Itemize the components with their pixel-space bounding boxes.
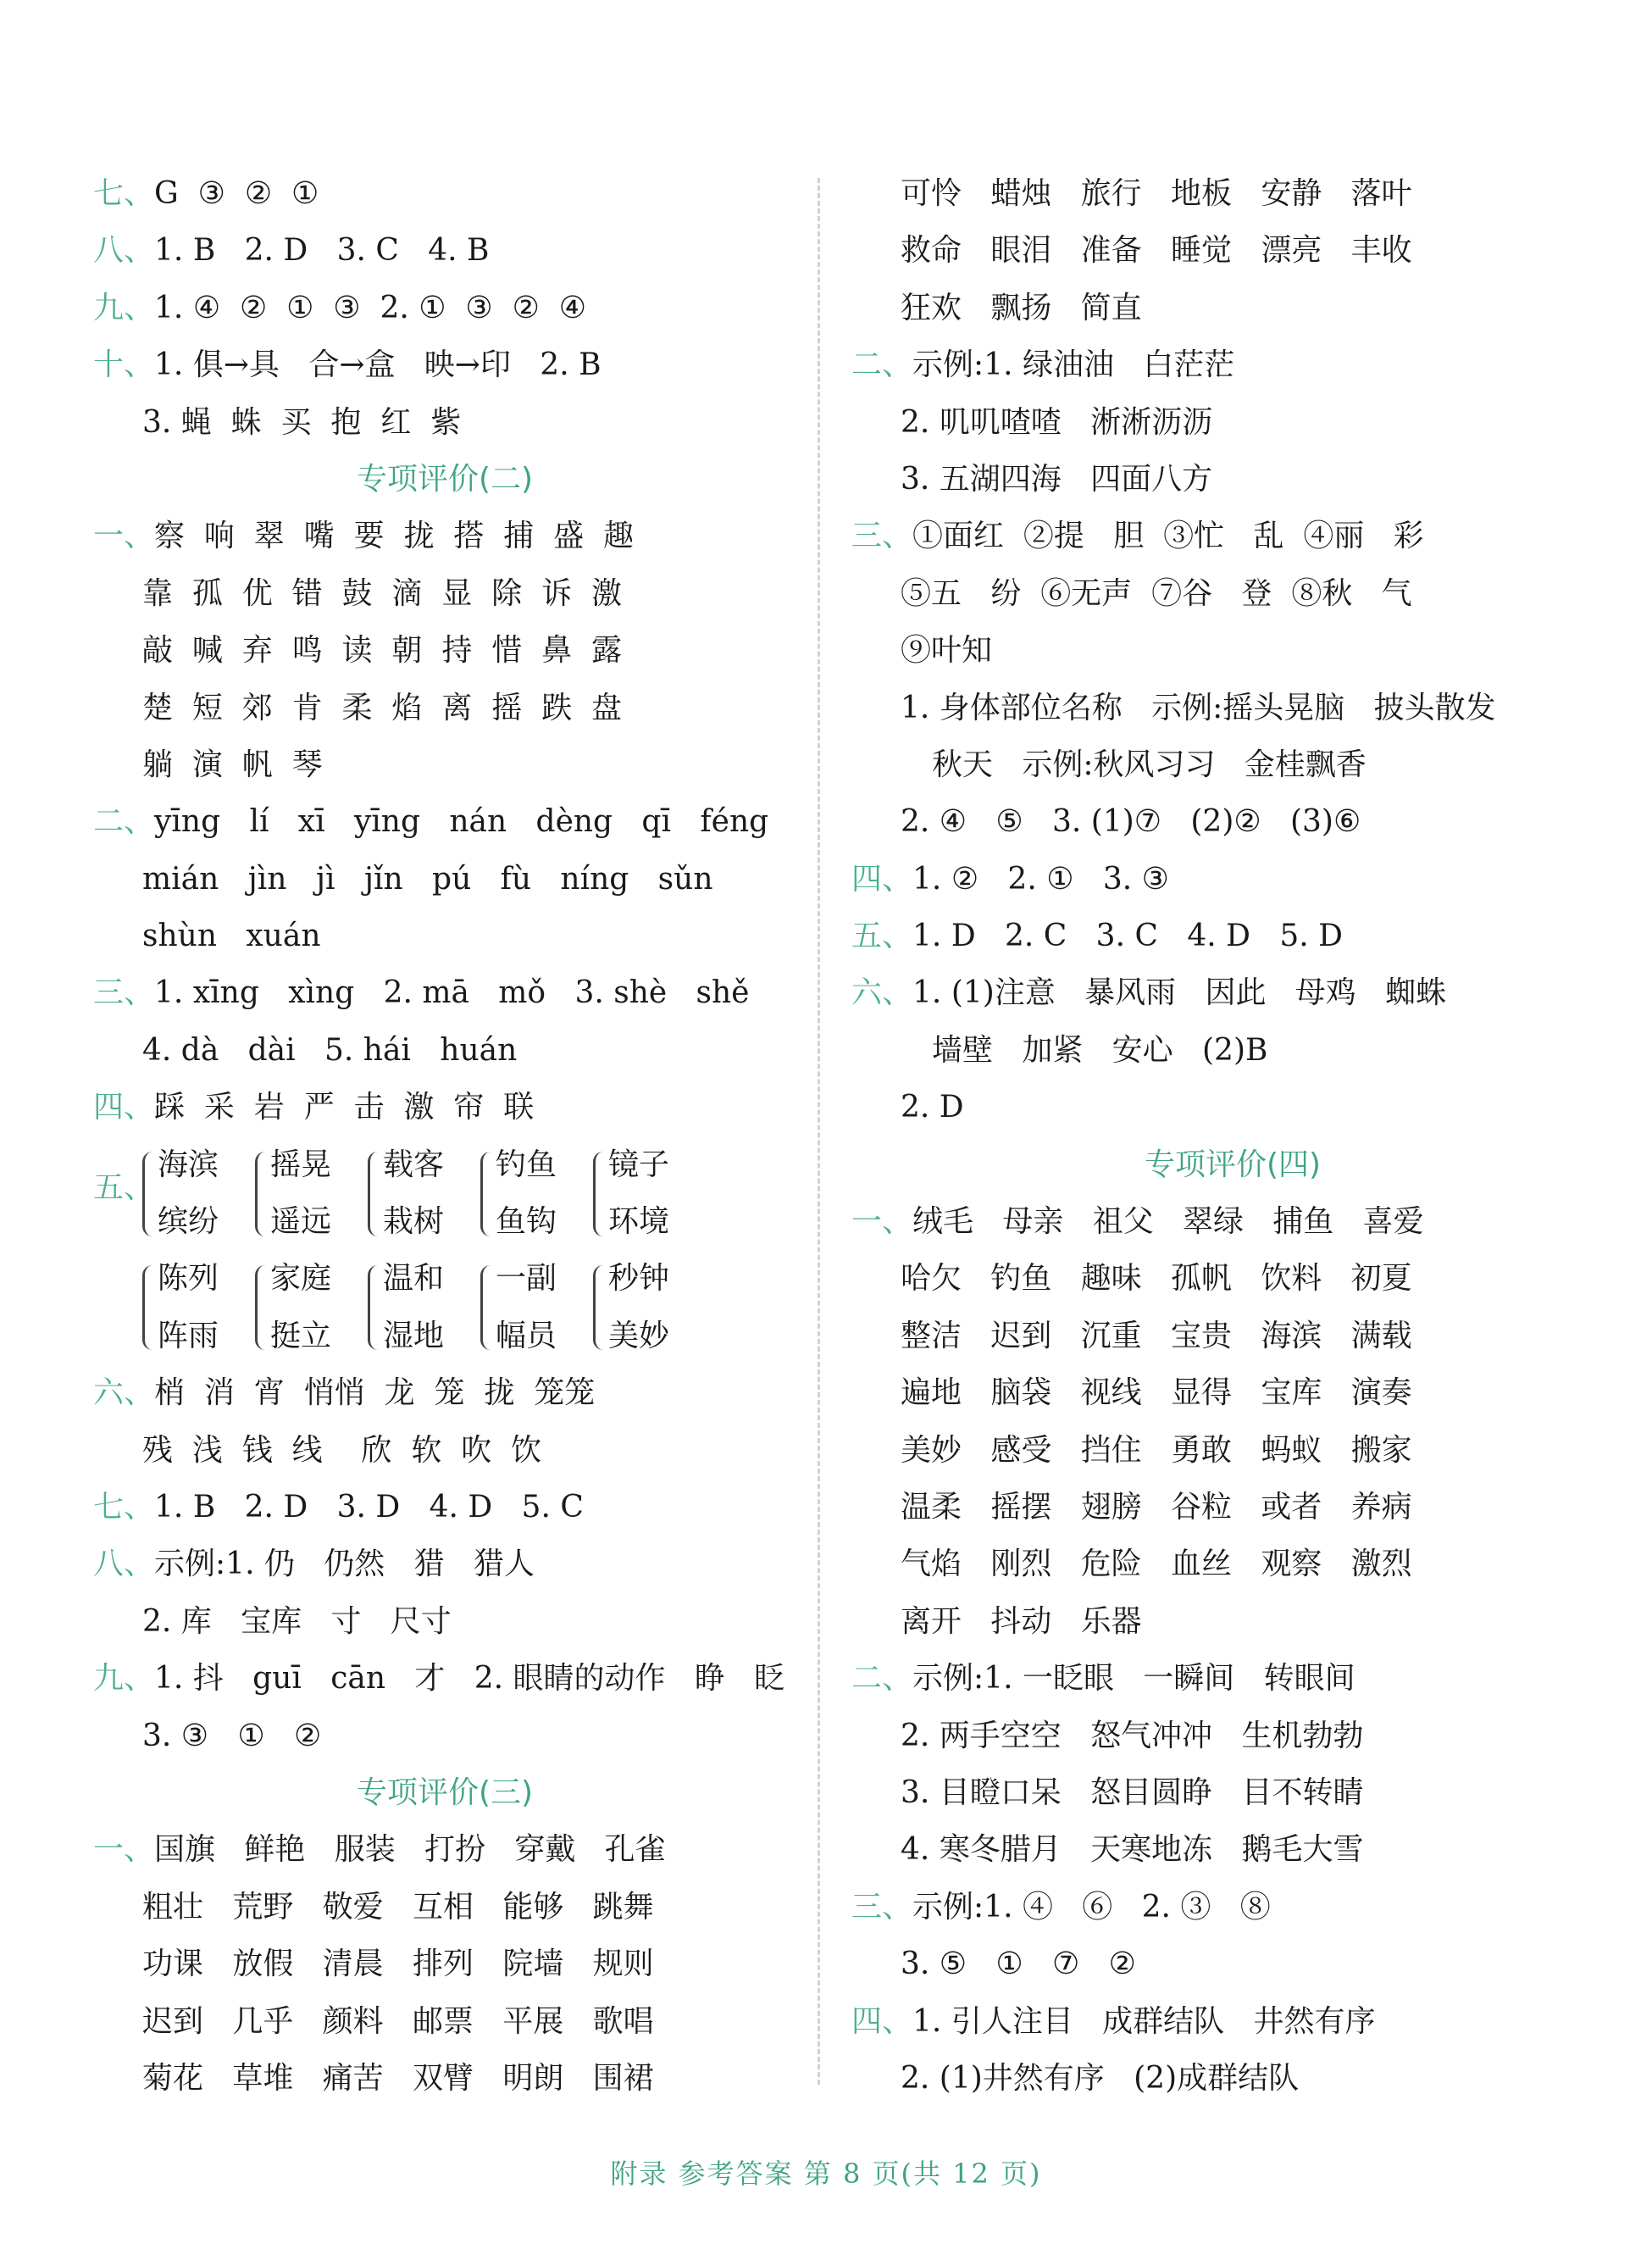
answer-text: 国旗 鲜艳 服装 打扮 穿戴 孔雀 xyxy=(154,1832,666,1868)
number-separator: 、 xyxy=(882,919,913,954)
pair-word: 挺立 xyxy=(270,1318,332,1353)
answer-line xyxy=(851,1364,1614,1421)
answer-text: 2. ④ ⑤ 3. (1)⑦ (2)② (3)⑥ xyxy=(901,804,1361,840)
pair-word: 摇晃 xyxy=(270,1147,332,1182)
answer-line xyxy=(851,1422,1614,1479)
answer-line xyxy=(93,1479,796,1536)
answer-line xyxy=(851,1879,1614,1936)
question-number: 八 xyxy=(93,1547,125,1582)
answer-line xyxy=(93,280,796,336)
brace xyxy=(368,1265,382,1350)
answer-line xyxy=(93,1536,796,1592)
pair-word: 幅员 xyxy=(496,1318,557,1353)
number-separator: 、 xyxy=(124,176,155,211)
brace xyxy=(142,1152,157,1236)
answer-line xyxy=(93,165,796,222)
question-number: 三 xyxy=(851,1889,883,1925)
answer-line xyxy=(851,793,1614,850)
number-separator: 、 xyxy=(124,804,155,840)
question-number: 七 xyxy=(93,1490,125,1525)
answer-text: 1. B 2. D 3. D 4. D 5. C xyxy=(154,1490,584,1525)
pair-word: 阵雨 xyxy=(158,1318,219,1353)
section-heading-3: 专项评价(三) xyxy=(356,1775,534,1810)
answer-line xyxy=(851,851,1614,908)
answer-text: 2. D xyxy=(901,1090,964,1125)
answer-text: 1. 俱→具 合→盒 映→印 2. B xyxy=(154,347,601,383)
brace xyxy=(480,1152,495,1236)
question-number: 一 xyxy=(851,1204,883,1240)
answer-line xyxy=(851,1936,1614,1992)
answer-text: 温柔 摇摆 翅膀 谷粒 或者 养病 xyxy=(901,1489,1412,1525)
answer-text: yīng lí xī yīng nán dèng qī féng xyxy=(154,804,769,840)
answer-line xyxy=(93,680,796,736)
answer-line xyxy=(93,1593,796,1650)
answer-text: shùn xuán xyxy=(142,919,321,954)
answer-text: 1. 身体部位名称 示例:摇头晃脑 披头散发 xyxy=(901,690,1496,725)
answer-text: 秋天 示例:秋风习习 金桂飘香 xyxy=(932,747,1367,782)
section-heading-4: 专项评价(四) xyxy=(1144,1147,1322,1182)
pair-word: 家庭 xyxy=(270,1261,332,1297)
answer-text: 靠 孤 优 错 鼓 滴 显 除 诉 激 xyxy=(142,575,622,611)
question-number: 四 xyxy=(851,861,883,897)
answer-line xyxy=(93,736,796,793)
answer-line xyxy=(93,508,796,564)
page-footer: 附录 参考答案 第 8 页(共 12 页) xyxy=(610,2158,1042,2190)
answer-line xyxy=(93,1364,796,1421)
pair-word: 秒钟 xyxy=(608,1261,670,1297)
number-separator: 、 xyxy=(124,290,155,325)
answer-line xyxy=(851,1250,1614,1307)
pair-word: 一副 xyxy=(496,1261,557,1297)
pair-word: 载客 xyxy=(383,1147,445,1182)
answer-text: 躺 演 帆 琴 xyxy=(142,747,323,782)
answer-line xyxy=(93,1879,796,1936)
answer-line xyxy=(93,1708,796,1764)
answer-line xyxy=(93,1650,796,1707)
answer-text: 粗壮 荒野 敬爱 互相 能够 跳舞 xyxy=(142,1889,654,1925)
answer-line xyxy=(93,1422,796,1479)
answer-text: 3. 五湖四海 四面八方 xyxy=(901,461,1213,497)
question-number: 六 xyxy=(93,1375,125,1411)
answer-line xyxy=(851,1308,1614,1364)
answer-text: 3. ③ ① ② xyxy=(142,1718,322,1753)
question-number: 五 xyxy=(851,919,883,954)
pair-word: 栽树 xyxy=(383,1204,445,1240)
answer-line xyxy=(851,1650,1614,1707)
pair-word: 陈列 xyxy=(158,1261,219,1297)
brace xyxy=(255,1152,269,1236)
answer-text: 1. 引人注目 成群结队 井然有序 xyxy=(912,2003,1376,2039)
answer-line xyxy=(851,1193,1614,1250)
answer-line xyxy=(93,394,796,451)
number-separator: 、 xyxy=(882,975,913,1011)
pair-word: 鱼钩 xyxy=(496,1204,557,1240)
question-number: 一 xyxy=(93,519,125,554)
number-separator: 、 xyxy=(882,1204,913,1240)
answer-text: 整洁 迟到 沉重 宝贵 海滨 满载 xyxy=(901,1318,1412,1353)
answer-line xyxy=(851,1536,1614,1592)
number-separator: 、 xyxy=(882,2003,913,2039)
answer-line xyxy=(851,1764,1614,1821)
answer-line xyxy=(93,1079,796,1136)
answer-text: 1. ② 2. ① 3. ③ xyxy=(912,861,1169,897)
brace xyxy=(142,1265,157,1350)
question-number: 二 xyxy=(93,804,125,840)
answer-line xyxy=(851,394,1614,451)
answer-line xyxy=(93,622,796,679)
section-heading-2: 专项评价(二) xyxy=(356,461,534,497)
number-separator: 、 xyxy=(882,861,913,897)
question-number: 十 xyxy=(93,347,125,383)
question-number: 四 xyxy=(93,1090,125,1125)
answer-line xyxy=(851,680,1614,736)
brace xyxy=(368,1152,382,1236)
number-separator: 、 xyxy=(124,347,155,383)
answer-line xyxy=(851,508,1614,564)
number-separator: 、 xyxy=(882,1889,913,1925)
question-number: 七 xyxy=(93,176,125,211)
answer-text: 敲 喊 弃 鸣 读 朝 持 惜 鼻 露 xyxy=(142,633,622,669)
answer-text: 2. 叽叽喳喳 淅淅沥沥 xyxy=(901,404,1213,440)
question-number: 九 xyxy=(93,290,125,325)
answer-text: 1. 抖 guī cān 才 2. 眼睛的动作 睁 眨 xyxy=(154,1661,785,1697)
answer-line xyxy=(851,1022,1614,1079)
left-column xyxy=(93,165,796,2107)
answer-text: 3. ⑤ ① ⑦ ② xyxy=(901,1947,1136,1982)
answer-line xyxy=(93,336,796,393)
answer-text: 示例:1. 绿油油 白茫茫 xyxy=(912,347,1235,383)
right-column xyxy=(851,165,1614,2107)
answer-line xyxy=(851,1821,1614,1878)
answer-line xyxy=(93,1821,796,1878)
answer-line xyxy=(851,451,1614,508)
number-separator: 、 xyxy=(124,1661,155,1697)
question-number: 九 xyxy=(93,1661,125,1697)
answer-line xyxy=(851,1708,1614,1764)
number-separator: 、 xyxy=(124,1547,155,1582)
answer-text: 离开 抖动 乐器 xyxy=(901,1603,1142,1639)
answer-line xyxy=(93,565,796,622)
answer-line xyxy=(93,2050,796,2107)
answer-text: 3. 目瞪口呆 怒目圆睁 目不转睛 xyxy=(901,1775,1364,1810)
answer-text: 楚 短 郊 肯 柔 焰 离 摇 跌 盘 xyxy=(142,690,622,725)
number-separator: 、 xyxy=(124,975,155,1011)
answer-text: 可怜 蜡烛 旅行 地板 安静 落叶 xyxy=(901,176,1412,211)
answer-text: 4. dà dài 5. hái huán xyxy=(142,1032,518,1068)
number-separator: 、 xyxy=(124,1375,155,1411)
question-number: 五、 xyxy=(93,1169,155,1205)
question-number: 三 xyxy=(93,975,125,1011)
answer-text: 残 浅 钱 线 欣 软 吹 饮 xyxy=(142,1432,542,1468)
answer-line xyxy=(851,964,1614,1021)
column-divider xyxy=(818,178,820,2085)
answer-line xyxy=(851,1593,1614,1650)
answer-line xyxy=(851,1079,1614,1136)
number-separator: 、 xyxy=(882,519,913,554)
answer-text: 墙壁 加紧 安心 (2)B xyxy=(932,1032,1268,1068)
answer-text: 1. ④ ② ① ③ 2. ① ③ ② ④ xyxy=(154,290,587,325)
answer-text: 3. 蝇 蛛 买 抱 红 紫 xyxy=(142,404,462,440)
answer-line xyxy=(851,336,1614,393)
pair-word: 遥远 xyxy=(270,1204,332,1240)
answer-line xyxy=(851,565,1614,622)
answer-text: 救命 眼泪 准备 睡觉 漂亮 丰收 xyxy=(901,233,1412,269)
number-separator: 、 xyxy=(124,1090,155,1125)
answer-text: 4. 寒冬腊月 天寒地冻 鹅毛大雪 xyxy=(901,1832,1364,1868)
number-separator: 、 xyxy=(882,347,913,383)
answer-line xyxy=(93,908,796,964)
answer-text: 示例:1. ④ ⑥ 2. ③ ⑧ xyxy=(912,1889,1271,1925)
answer-text: 遍地 脑袋 视线 显得 宝库 演奏 xyxy=(901,1375,1412,1411)
answer-text: ⑨叶知 xyxy=(901,633,993,669)
answer-line xyxy=(851,1479,1614,1536)
answer-line xyxy=(851,622,1614,679)
question-number: 六 xyxy=(851,975,883,1011)
answer-text: 美妙 感受 挡住 勇敢 蚂蚁 搬家 xyxy=(901,1432,1412,1468)
answer-text: 2. 库 宝库 寸 尺寸 xyxy=(142,1603,452,1639)
brace xyxy=(593,1265,607,1350)
answer-text: 2. 两手空空 怒气冲冲 生机勃勃 xyxy=(901,1718,1364,1753)
word-pairs-row-2 xyxy=(93,1250,796,1364)
brace xyxy=(593,1152,607,1236)
pair-word: 海滨 xyxy=(158,1147,219,1182)
answer-line xyxy=(93,793,796,850)
answer-text: 察 响 翠 嘴 要 拢 搭 捕 盛 趣 xyxy=(154,519,635,554)
answer-text: 示例:1. 仍 仍然 猎 猎人 xyxy=(154,1547,535,1582)
answer-text: 迟到 几乎 颜料 邮票 平展 歌唱 xyxy=(142,2003,654,2039)
answer-text: 踩 采 岩 严 击 激 帘 联 xyxy=(154,1090,535,1125)
pair-word: 镜子 xyxy=(608,1147,670,1182)
pair-word: 缤纷 xyxy=(158,1204,219,1240)
brace xyxy=(480,1265,495,1350)
answer-line xyxy=(851,908,1614,964)
question-number: 四 xyxy=(851,2003,883,2039)
answer-line xyxy=(93,851,796,908)
brace xyxy=(255,1265,269,1350)
answer-text: 狂欢 飘扬 简直 xyxy=(901,290,1142,325)
answer-line xyxy=(93,222,796,279)
answer-text: 绒毛 母亲 祖父 翠绿 捕鱼 喜爱 xyxy=(912,1204,1424,1240)
number-separator: 、 xyxy=(124,233,155,269)
number-separator: 、 xyxy=(124,519,155,554)
answer-text: mián jìn jì jǐn pú fù níng sǔn xyxy=(142,861,713,897)
answer-text: 1. (1)注意 暴风雨 因此 母鸡 蜘蛛 xyxy=(912,975,1447,1011)
number-separator: 、 xyxy=(124,1832,155,1868)
answer-text: 1. B 2. D 3. C 4. B xyxy=(154,233,490,269)
question-number: 八 xyxy=(93,233,125,269)
answer-text: ①面红 ②提 胆 ③忙 乱 ④丽 彩 xyxy=(912,519,1424,554)
answer-text: G ③ ② ① xyxy=(154,176,319,211)
answer-line xyxy=(93,1936,796,1992)
answer-line xyxy=(851,280,1614,336)
answer-text: 功课 放假 清晨 排列 院墙 规则 xyxy=(142,1947,654,1982)
answer-text: 示例:1. 一眨眼 一瞬间 转眼间 xyxy=(912,1661,1355,1697)
question-number: 二 xyxy=(851,1661,883,1697)
number-separator: 、 xyxy=(124,1490,155,1525)
question-number: 三 xyxy=(851,519,883,554)
pair-word: 美妙 xyxy=(608,1318,670,1353)
pair-word: 温和 xyxy=(383,1261,445,1297)
pair-word: 湿地 xyxy=(383,1318,445,1353)
answer-text: 2. (1)井然有序 (2)成群结队 xyxy=(901,2060,1300,2096)
answer-line xyxy=(851,2050,1614,2107)
answer-text: 气焰 刚烈 危险 血丝 观察 激烈 xyxy=(901,1547,1412,1582)
answer-line xyxy=(93,1022,796,1079)
answer-text: 梢 消 宵 悄悄 龙 笼 拢 笼笼 xyxy=(154,1375,596,1411)
answer-line xyxy=(851,1993,1614,2050)
answer-text: ⑤五 纷 ⑥无声 ⑦谷 登 ⑧秋 气 xyxy=(901,575,1412,611)
answer-line xyxy=(93,964,796,1021)
question-number: 二 xyxy=(851,347,883,383)
pair-word: 钓鱼 xyxy=(496,1147,557,1182)
word-pairs-row-1 xyxy=(93,1136,796,1251)
answer-line xyxy=(851,165,1614,222)
pair-word: 环境 xyxy=(608,1204,670,1240)
answer-line xyxy=(93,1993,796,2050)
number-separator: 、 xyxy=(882,1661,913,1697)
answer-text: 1. D 2. C 3. C 4. D 5. D xyxy=(912,919,1343,954)
answer-text: 1. xīng xìng 2. mā mǒ 3. shè shě xyxy=(154,975,750,1011)
answer-text: 哈欠 钓鱼 趣味 孤帆 饮料 初夏 xyxy=(901,1261,1412,1297)
question-number: 一 xyxy=(93,1832,125,1868)
answer-text: 菊花 草堆 痛苦 双臂 明朗 围裙 xyxy=(142,2060,654,2096)
answer-line xyxy=(851,222,1614,279)
answer-line xyxy=(851,736,1614,793)
